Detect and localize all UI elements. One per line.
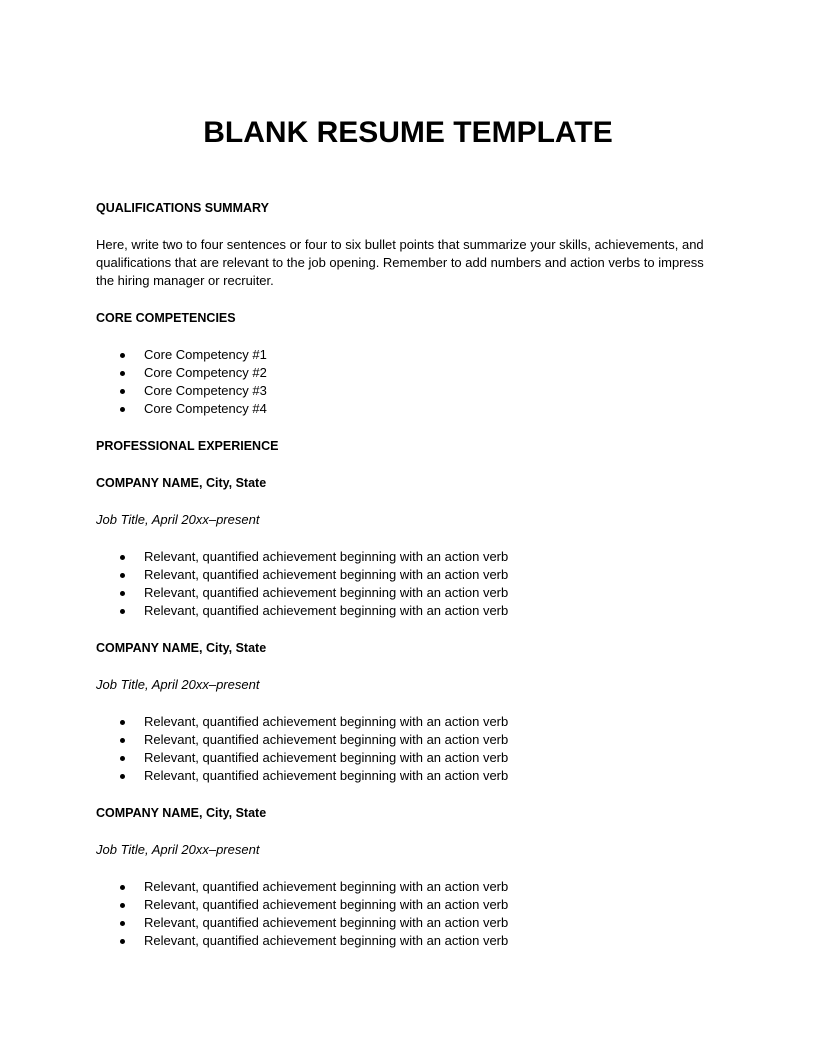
achievement-text: Relevant, quantified achievement beginning with an action verb xyxy=(144,714,509,729)
job-title: Job Title, April 20xx–present xyxy=(96,677,260,692)
competency-label: Core Competency #1 xyxy=(144,347,267,362)
achievement-text: Relevant, quantified achievement beginning with an action verb xyxy=(144,768,509,783)
achievement-text: Relevant, quantified achievement beginning with an action verb xyxy=(144,933,509,948)
achievement-text: Relevant, quantified achievement beginning with an action verb xyxy=(144,879,509,894)
achievement-item xyxy=(96,749,720,767)
competency-label: Core Competency #2 xyxy=(144,365,267,380)
competency-item xyxy=(96,364,720,382)
document-title: BLANK RESUME TEMPLATE xyxy=(203,116,613,149)
achievement-item xyxy=(96,932,720,950)
resume-body xyxy=(96,199,720,969)
achievement-text: Relevant, quantified achievement beginning with an action verb xyxy=(144,603,509,618)
achievement-item xyxy=(96,548,720,566)
competencies-list xyxy=(96,346,720,418)
achievement-text: Relevant, quantified achievement beginning with an action verb xyxy=(144,750,509,765)
experience-heading: PROFESSIONAL EXPERIENCE xyxy=(96,439,279,453)
achievements-list xyxy=(96,878,720,950)
bullet-icon xyxy=(120,389,125,394)
achievement-item xyxy=(96,602,720,620)
bullet-icon xyxy=(120,407,125,412)
bullet-icon xyxy=(120,591,125,596)
bullet-icon xyxy=(120,371,125,376)
bullet-icon xyxy=(120,720,125,725)
achievements-list xyxy=(96,548,720,620)
achievement-item xyxy=(96,896,720,914)
competencies-heading: CORE COMPETENCIES xyxy=(96,311,236,325)
competency-item xyxy=(96,346,720,364)
achievement-item xyxy=(96,767,720,785)
achievement-text: Relevant, quantified achievement beginning with an action verb xyxy=(144,732,509,747)
company-name: COMPANY NAME, City, State xyxy=(96,641,267,655)
bullet-icon xyxy=(120,353,125,358)
achievement-text: Relevant, quantified achievement beginning with an action verb xyxy=(144,915,509,930)
achievement-text: Relevant, quantified achievement beginning with an action verb xyxy=(144,897,509,912)
bullet-icon xyxy=(120,774,125,779)
achievement-text: Relevant, quantified achievement beginning with an action verb xyxy=(144,585,509,600)
qualifications-text: Here, write two to four sentences or four to six bullet points that summarize your skills, achievements, and qualifications that are relevant to the job opening. Remember to add numbers and action verbs to impress the hiring manager or recruiter. xyxy=(96,237,704,288)
bullet-icon xyxy=(120,939,125,944)
bullet-icon xyxy=(120,756,125,761)
competency-label: Core Competency #4 xyxy=(144,401,267,416)
bullet-icon xyxy=(120,738,125,743)
bullet-icon xyxy=(120,885,125,890)
achievements-list xyxy=(96,713,720,785)
job-title: Job Title, April 20xx–present xyxy=(96,842,260,857)
achievement-text: Relevant, quantified achievement beginning with an action verb xyxy=(144,567,509,582)
company-name: COMPANY NAME, City, State xyxy=(96,806,267,820)
job-title: Job Title, April 20xx–present xyxy=(96,512,260,527)
competency-item xyxy=(96,400,720,418)
competency-item xyxy=(96,382,720,400)
achievement-item xyxy=(96,566,720,584)
bullet-icon xyxy=(120,903,125,908)
achievement-item xyxy=(96,731,720,749)
qualifications-heading: QUALIFICATIONS SUMMARY xyxy=(96,201,269,215)
bullet-icon xyxy=(120,921,125,926)
bullet-icon xyxy=(120,573,125,578)
achievement-item xyxy=(96,584,720,602)
achievement-item xyxy=(96,914,720,932)
bullet-icon xyxy=(120,609,125,614)
bullet-icon xyxy=(120,555,125,560)
company-name: COMPANY NAME, City, State xyxy=(96,476,267,490)
achievement-item xyxy=(96,713,720,731)
achievement-item xyxy=(96,878,720,896)
competency-label: Core Competency #3 xyxy=(144,383,267,398)
achievement-text: Relevant, quantified achievement beginning with an action verb xyxy=(144,549,509,564)
